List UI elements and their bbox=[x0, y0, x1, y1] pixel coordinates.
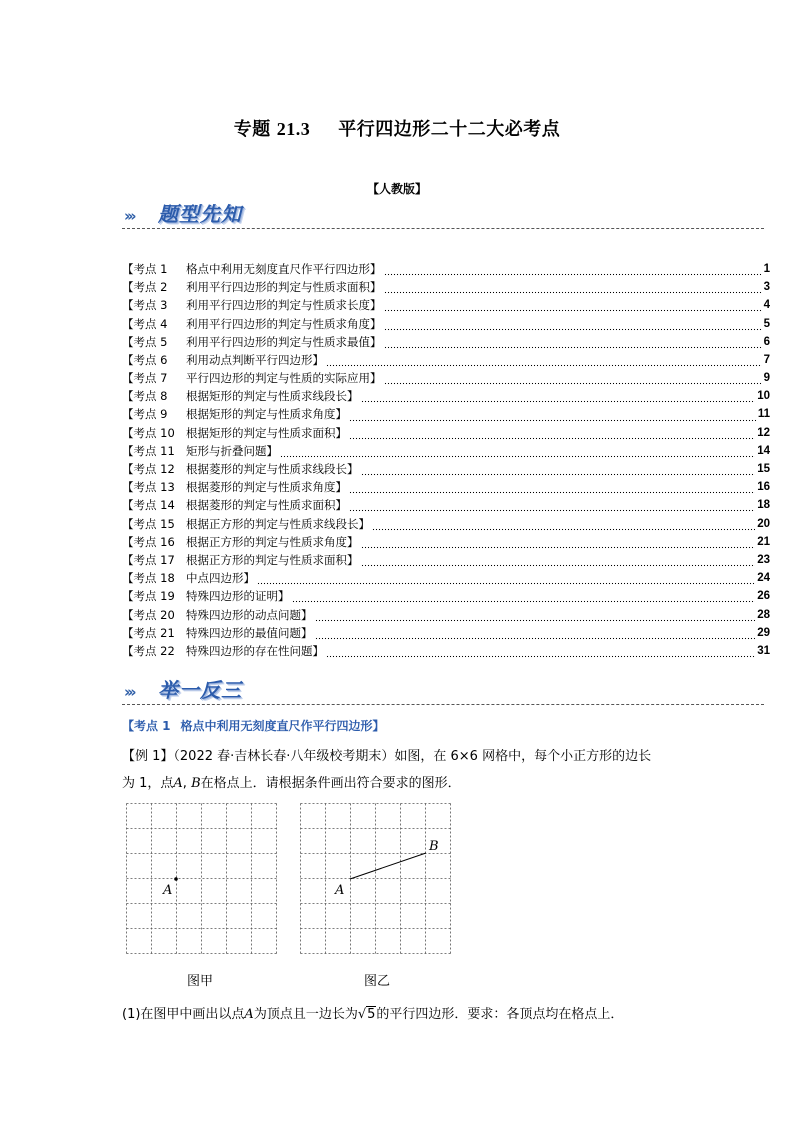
figure-right-grid bbox=[300, 803, 452, 955]
toc-item[interactable] bbox=[122, 551, 770, 569]
toc-page-number: 24 bbox=[757, 572, 770, 585]
toc-tag: 【考点 13 bbox=[122, 480, 175, 495]
toc-label bbox=[122, 369, 382, 387]
toc-leader-dots bbox=[384, 369, 762, 387]
toc-tag: 【考点 3 bbox=[122, 298, 168, 313]
toc-page-number: 20 bbox=[757, 517, 770, 530]
toc-page-number: 26 bbox=[757, 590, 770, 603]
toc-leader-dots bbox=[349, 478, 755, 496]
toc-item[interactable] bbox=[122, 387, 770, 405]
toc-tag: 【考点 16 bbox=[122, 534, 175, 549]
section-tag: 【考点 1 bbox=[122, 719, 171, 733]
toc-label bbox=[122, 551, 359, 569]
toc-label bbox=[122, 315, 382, 333]
question-point: A bbox=[244, 1007, 254, 1022]
toc-leader-dots bbox=[349, 496, 755, 514]
toc-item[interactable] bbox=[122, 406, 770, 424]
example-sep: , bbox=[182, 776, 187, 791]
toc-page-number: 18 bbox=[757, 499, 770, 512]
toc-label bbox=[122, 624, 313, 642]
toc-page-number: 23 bbox=[757, 553, 770, 566]
toc-item[interactable] bbox=[122, 424, 770, 442]
toc-tag: 【考点 11 bbox=[122, 443, 175, 458]
toc-tag: 【考点 1 bbox=[122, 261, 168, 276]
toc-page-number: 15 bbox=[757, 463, 770, 476]
toc-label bbox=[122, 333, 382, 351]
toc-text: 根据矩形的判定与性质求面积】 bbox=[186, 425, 347, 440]
sqrt-radicand: 5 bbox=[367, 1007, 376, 1022]
example-point-b: B bbox=[191, 776, 201, 791]
banner-title: 举一反三 bbox=[158, 678, 242, 702]
toc-page-number: 6 bbox=[763, 335, 770, 348]
toc-leader-dots bbox=[361, 551, 756, 569]
toc-label bbox=[122, 533, 359, 551]
segment-ab bbox=[350, 853, 426, 879]
toc-item[interactable] bbox=[122, 315, 770, 333]
toc-text: 根据正方形的判定与性质求角度】 bbox=[186, 534, 359, 549]
example-point-a: A bbox=[173, 776, 183, 791]
toc-page-number: 14 bbox=[757, 444, 770, 457]
toc-tag: 【考点 9 bbox=[122, 407, 168, 422]
question-1 bbox=[122, 1003, 623, 1022]
title-number: 21.3 bbox=[276, 119, 311, 139]
toc-leader-dots bbox=[384, 296, 762, 314]
toc-label bbox=[122, 278, 382, 296]
toc-text: 特殊四边形的最值问题】 bbox=[186, 625, 313, 640]
grid-lines bbox=[127, 804, 277, 954]
question-mid: 为顶点且一边长为 bbox=[253, 1007, 358, 1022]
toc-label bbox=[122, 351, 324, 369]
toc-tag: 【考点 10 bbox=[122, 425, 175, 440]
toc-leader-dots bbox=[326, 351, 762, 369]
toc-page-number: 12 bbox=[757, 426, 770, 439]
toc-label bbox=[122, 515, 370, 533]
toc-tag: 【考点 5 bbox=[122, 334, 168, 349]
toc-item[interactable] bbox=[122, 606, 770, 624]
toc-tag: 【考点 15 bbox=[122, 516, 175, 531]
banner-arrows-icon: ››› bbox=[124, 207, 134, 225]
toc-tag: 【考点 12 bbox=[122, 462, 175, 477]
toc-page-number: 9 bbox=[763, 372, 770, 385]
toc-page-number: 31 bbox=[757, 644, 770, 657]
toc-label bbox=[122, 606, 313, 624]
toc-label bbox=[122, 642, 324, 660]
toc-tag: 【考点 22 bbox=[122, 643, 175, 658]
point-a-dot bbox=[174, 877, 178, 881]
toc-tag: 【考点 8 bbox=[122, 389, 168, 404]
toc-text: 平行四边形的判定与性质的实际应用】 bbox=[186, 371, 382, 386]
figure-left-caption: 图甲 bbox=[187, 974, 214, 989]
toc-text: 根据矩形的判定与性质求线段长】 bbox=[186, 389, 359, 404]
toc-leader-dots bbox=[280, 442, 755, 460]
grid-lines bbox=[301, 804, 451, 954]
toc-item[interactable] bbox=[122, 460, 770, 478]
toc-item[interactable] bbox=[122, 278, 770, 296]
toc-item[interactable] bbox=[122, 569, 770, 587]
toc-item[interactable] bbox=[122, 351, 770, 369]
example-text-2a: 为 1，点 bbox=[122, 776, 174, 791]
example-text-2b: 在格点上．请根据条件画出符合要求的图形． bbox=[200, 776, 461, 791]
toc-leader-dots bbox=[361, 533, 756, 551]
toc-label bbox=[122, 587, 290, 605]
toc-item[interactable] bbox=[122, 333, 770, 351]
toc-page-number: 10 bbox=[757, 390, 770, 403]
toc-leader-dots bbox=[349, 424, 755, 442]
table-of-contents bbox=[122, 260, 770, 660]
toc-leader-dots bbox=[292, 587, 756, 605]
toc-label bbox=[122, 424, 347, 442]
figure-right-caption: 图乙 bbox=[364, 974, 391, 989]
banner-title: 题型先知 bbox=[158, 202, 242, 226]
toc-text: 特殊四边形的证明】 bbox=[186, 589, 290, 604]
point-a-label: A bbox=[163, 883, 173, 898]
toc-tag: 【考点 2 bbox=[122, 280, 168, 295]
toc-item[interactable] bbox=[122, 587, 770, 605]
toc-leader-dots bbox=[315, 606, 756, 624]
toc-text: 特殊四边形的动点问题】 bbox=[186, 607, 313, 622]
toc-text: 根据菱形的判定与性质求面积】 bbox=[186, 498, 347, 513]
toc-label bbox=[122, 442, 278, 460]
toc-item[interactable] bbox=[122, 442, 770, 460]
example-1 bbox=[122, 743, 722, 797]
toc-tag: 【考点 14 bbox=[122, 498, 175, 513]
toc-page-number: 3 bbox=[763, 281, 770, 294]
section-text: 格点中利用无刻度直尺作平行四边形】 bbox=[180, 719, 385, 733]
toc-text: 根据菱形的判定与性质求线段长】 bbox=[186, 462, 359, 477]
toc-page-number: 29 bbox=[757, 626, 770, 639]
toc-page-number: 4 bbox=[763, 299, 770, 312]
toc-text: 格点中利用无刻度直尺作平行四边形】 bbox=[186, 261, 382, 276]
figure-left-grid bbox=[126, 803, 278, 955]
toc-text: 根据正方形的判定与性质求线段长】 bbox=[186, 516, 370, 531]
example-label: 【例 1】 bbox=[122, 749, 174, 764]
toc-item[interactable] bbox=[122, 624, 770, 642]
toc-leader-dots bbox=[361, 387, 756, 405]
toc-leader-dots bbox=[384, 260, 762, 278]
toc-item[interactable] bbox=[122, 369, 770, 387]
toc-page-number: 16 bbox=[757, 481, 770, 494]
toc-page-number: 7 bbox=[763, 353, 770, 366]
toc-text: 矩形与折叠问题】 bbox=[186, 443, 278, 458]
banner-arrows-icon: ››› bbox=[124, 683, 134, 701]
banner-question-types bbox=[122, 200, 764, 229]
toc-text: 利用平行四边形的判定与性质求面积】 bbox=[186, 280, 382, 295]
title-prefix: 专题 bbox=[233, 119, 271, 140]
toc-item[interactable] bbox=[122, 515, 770, 533]
toc-item[interactable] bbox=[122, 478, 770, 496]
toc-item[interactable] bbox=[122, 296, 770, 314]
section-heading bbox=[122, 717, 385, 734]
toc-text: 利用平行四边形的判定与性质求角度】 bbox=[186, 316, 382, 331]
toc-text: 根据正方形的判定与性质求面积】 bbox=[186, 552, 359, 567]
toc-tag: 【考点 6 bbox=[122, 352, 168, 367]
toc-leader-dots bbox=[349, 406, 756, 424]
toc-label bbox=[122, 569, 255, 587]
example-text-1: 如图，在 6×6 网格中，每个小正方形的边长 bbox=[394, 749, 652, 764]
page-title bbox=[0, 115, 794, 141]
example-source: （2022 春·吉林长春·八年级校考期末） bbox=[173, 749, 395, 764]
toc-label bbox=[122, 405, 347, 423]
toc-page-number: 21 bbox=[757, 535, 770, 548]
toc-text: 利用平行四边形的判定与性质求最值】 bbox=[186, 334, 382, 349]
toc-text: 根据矩形的判定与性质求角度】 bbox=[186, 407, 347, 422]
toc-leader-dots bbox=[326, 642, 755, 660]
toc-leader-dots bbox=[361, 460, 756, 478]
toc-leader-dots bbox=[257, 569, 755, 587]
toc-leader-dots bbox=[384, 278, 762, 296]
toc-page-number: 28 bbox=[757, 608, 770, 621]
example-line-2 bbox=[122, 770, 722, 797]
toc-tag: 【考点 18 bbox=[122, 571, 175, 586]
question-suffix: 的平行四边形．要求：各顶点均在格点上． bbox=[376, 1007, 624, 1022]
question-prefix: (1)在图甲中画出以点 bbox=[122, 1007, 245, 1022]
toc-tag: 【考点 19 bbox=[122, 589, 175, 604]
toc-leader-dots bbox=[315, 624, 756, 642]
toc-label bbox=[122, 496, 347, 514]
toc-tag: 【考点 7 bbox=[122, 371, 168, 386]
toc-text: 利用平行四边形的判定与性质求长度】 bbox=[186, 298, 382, 313]
point-b-label: B bbox=[429, 839, 439, 854]
toc-item[interactable] bbox=[122, 642, 770, 660]
toc-label bbox=[122, 296, 382, 314]
example-line-1 bbox=[122, 743, 722, 770]
banner-examples bbox=[122, 676, 764, 705]
toc-page-number: 1 bbox=[763, 262, 770, 275]
sqrt-expression: √5 bbox=[357, 1007, 376, 1022]
edition-label: 【人教版】 bbox=[366, 182, 427, 196]
toc-tag: 【考点 20 bbox=[122, 607, 175, 622]
toc-item[interactable] bbox=[122, 533, 770, 551]
toc-leader-dots bbox=[372, 515, 755, 533]
toc-tag: 【考点 21 bbox=[122, 625, 175, 640]
toc-item[interactable] bbox=[122, 496, 770, 514]
toc-text: 特殊四边形的存在性问题】 bbox=[186, 643, 324, 658]
toc-label bbox=[122, 260, 382, 278]
toc-text: 根据菱形的判定与性质求角度】 bbox=[186, 480, 347, 495]
toc-label bbox=[122, 387, 359, 405]
toc-page-number: 5 bbox=[763, 317, 770, 330]
toc-leader-dots bbox=[384, 333, 762, 351]
toc-page-number: 11 bbox=[757, 408, 770, 421]
title-text: 平行四边形二十二大必考点 bbox=[338, 119, 561, 140]
toc-label bbox=[122, 478, 347, 496]
toc-leader-dots bbox=[384, 315, 762, 333]
toc-text: 中点四边形】 bbox=[186, 571, 255, 586]
toc-label bbox=[122, 460, 359, 478]
toc-text: 利用动点判断平行四边形】 bbox=[186, 352, 324, 367]
toc-tag: 【考点 4 bbox=[122, 316, 168, 331]
point-a-label: A bbox=[335, 883, 345, 898]
toc-item[interactable] bbox=[122, 260, 770, 278]
toc-tag: 【考点 17 bbox=[122, 552, 175, 567]
